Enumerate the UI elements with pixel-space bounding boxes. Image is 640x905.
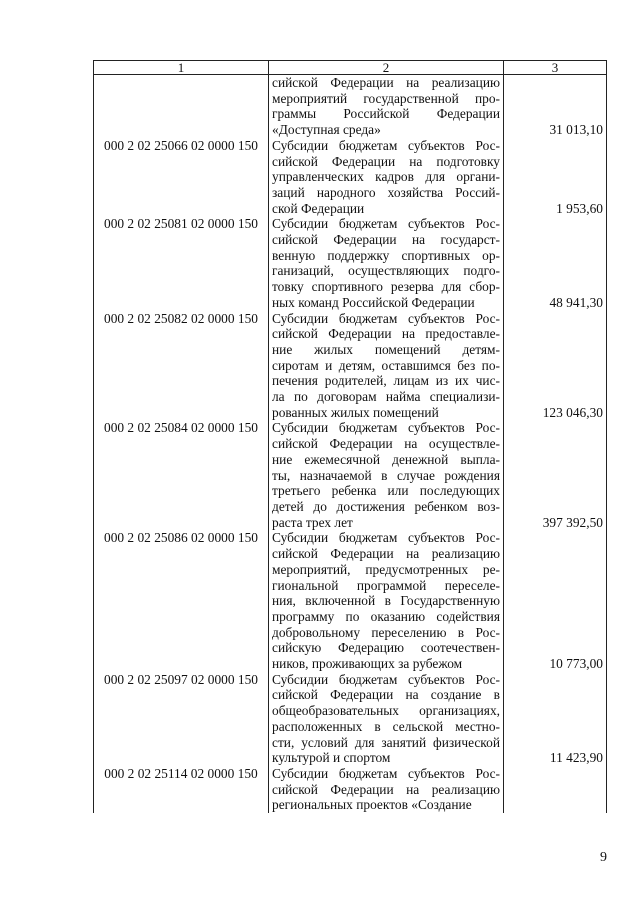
description-line: ников, проживающих за рубежом [272,656,463,672]
description-line: сийской Федерации на реализацию [272,546,500,562]
amount-cell [504,138,607,217]
description-line: Субсидии бюджетам субъектов Рос- [272,765,500,781]
amount-cell [504,420,607,530]
description-line: сийской Федерации на предоставле- [272,326,500,342]
description-line: сийской Федерации на государст- [272,232,500,248]
description-line: сиротам и детям, оставшимся без по- [272,357,500,373]
page-number: 9 [600,850,607,865]
budget-code-cell: 000 2 02 25114 02 0000 150 [94,766,269,813]
amount-value: 10 773,00 [549,655,603,671]
amount-cell [504,530,607,671]
description-line: ла по договорам найма специализи- [272,389,500,405]
budget-code-cell: 000 2 02 25066 02 0000 150 [94,138,269,217]
description-line: третьего ребенка или последующих [272,483,500,499]
description-line: мероприятий, предусмотренных ре- [272,561,500,577]
description-line: детей до достижения ребенком воз- [272,498,500,514]
table-row [94,138,607,217]
description-line: сийской Федерации на подготовку [272,153,500,169]
table-row [94,311,607,421]
description-line: Субсидии бюджетам субъектов Рос- [272,671,500,687]
amount-value: 11 423,90 [549,750,603,766]
description-line: ты, назначаемой в случае рождения [272,467,500,483]
amount-cell [504,311,607,421]
description-line: сийской Федерации на реализацию [272,781,500,797]
description-line: ской Федерации [272,200,365,216]
description-line: культурой и спортом [272,750,391,766]
description-line: расположенных в сельской местно- [272,718,500,734]
description-cell [269,766,504,813]
amount-value: 397 392,50 [542,514,603,530]
budget-code-cell: 000 2 02 25097 02 0000 150 [94,672,269,766]
description-line: ние жилых помещений детям- [272,341,500,357]
table-row [94,672,607,766]
description-line: сийской Федерации на осуществле- [272,436,500,452]
description-line: Субсидии бюджетам субъектов Рос- [272,137,500,153]
column-header-description: 2 [269,61,504,75]
budget-code-cell: 000 2 02 25084 02 0000 150 [94,420,269,530]
description-line: ние ежемесячной денежной выпла- [272,451,500,467]
description-line: сти, условий для занятий физической [272,734,500,750]
description-line: управленческих кадров для органи- [272,169,500,185]
description-line: заций народного хозяйства Россий- [272,184,500,200]
description-line: «Доступная среда» [272,122,381,138]
description-line: раста трех лет [272,514,353,530]
description-line: региональных проектов «Создание [272,797,472,813]
description-line: венную поддержку спортивных ор- [272,247,500,263]
description-line: граммы Российской Федерации [272,106,500,122]
column-header-amount: 3 [504,61,607,75]
description-line: Субсидии бюджетам субъектов Рос- [272,420,500,436]
description-line: сийской Федерации на реализацию [272,75,500,90]
table-body [94,75,607,814]
description-line: Субсидии бюджетам субъектов Рос- [272,530,500,546]
budget-code-cell [94,75,269,138]
budget-code-cell: 000 2 02 25081 02 0000 150 [94,216,269,310]
description-line: Субсидии бюджетам субъектов Рос- [272,310,500,326]
amount-cell [504,75,607,138]
budget-code-cell: 000 2 02 25082 02 0000 150 [94,311,269,421]
description-line: общеобразовательных организациях, [272,703,500,719]
description-line: добровольному переселению в Рос- [272,624,500,640]
amount-value: 1 953,60 [556,200,603,216]
amount-cell [504,672,607,766]
amount-value: 48 941,30 [549,294,603,310]
budget-revenue-table [93,60,607,813]
amount-value: 123 046,30 [542,404,603,420]
description-line: гиональной программой переселе- [272,577,500,593]
table-row [94,766,607,813]
description-cell [269,311,504,421]
description-cell [269,138,504,217]
description-cell [269,216,504,310]
table-row [94,530,607,671]
description-cell [269,420,504,530]
description-cell [269,75,504,138]
table-row [94,420,607,530]
table-row [94,75,607,138]
description-line: товку спортивного резерва для сбор- [272,279,500,295]
description-cell [269,530,504,671]
budget-code-cell: 000 2 02 25086 02 0000 150 [94,530,269,671]
description-line: сийской Федерации на создание в [272,687,500,703]
description-line: печения родителей, лицам из их чис- [272,373,500,389]
description-line: ния, включенной в Государственную [272,593,500,609]
description-cell [269,672,504,766]
description-line: сийскую Федерацию соотечествен- [272,640,500,656]
amount-cell [504,766,607,813]
amount-value: 31 013,10 [549,122,603,138]
description-line: мероприятий государственной про- [272,90,500,106]
table-header-row [94,61,607,75]
column-header-code: 1 [94,61,269,75]
description-line: Субсидии бюджетам субъектов Рос- [272,216,500,232]
description-line: рованных жилых помещений [272,404,439,420]
description-line: ганизаций, осуществляющих подго- [272,263,500,279]
amount-cell [504,216,607,310]
table-row [94,216,607,310]
description-line: ных команд Российской Федерации [272,294,475,310]
description-line: программу по оказанию содействия [272,608,500,624]
